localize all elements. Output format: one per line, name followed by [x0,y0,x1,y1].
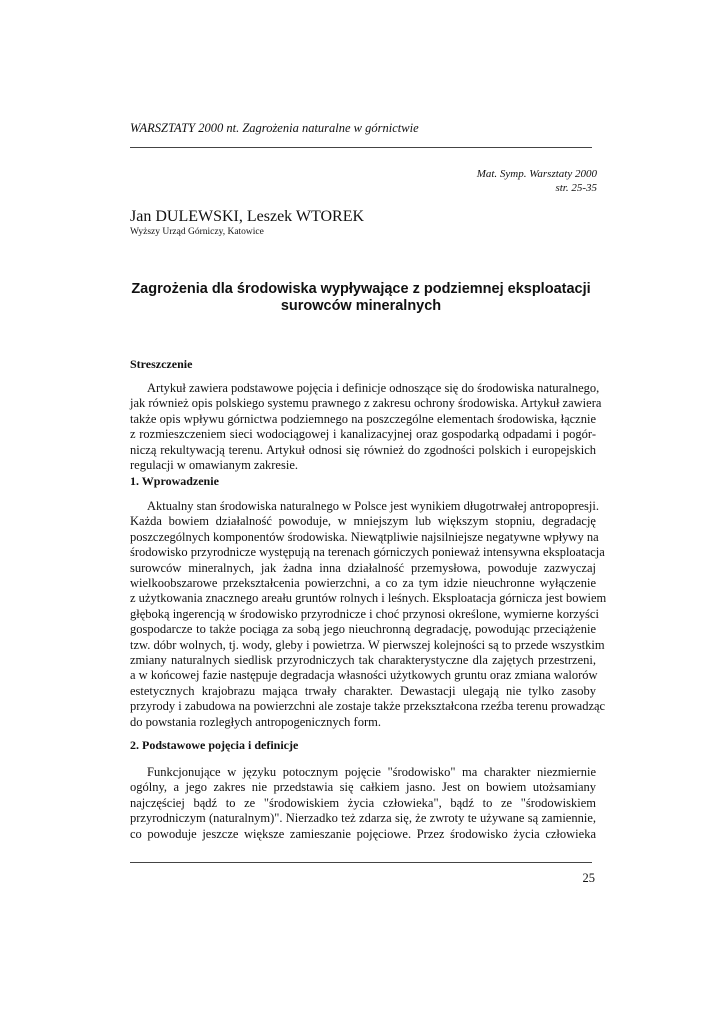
text-line: regulacji w omawianym zakresie. [130,458,298,473]
reference-line-1: Mat. Symp. Warsztaty 2000 [476,168,597,180]
text-line: najczęściej bądź to ze "środowiskiem życia człowieka", bądź to ze "środowiskiem [130,795,596,810]
text-line: do powstania rozległych antropogenicznych form. [130,714,381,729]
text-line: gospodarcze to także pociąga za sobą jego nieuchronną degradację, powodując przeciążenie [130,622,596,637]
abstract-paragraph [130,381,602,473]
text-line: środowisko przyrodnicze występują na terenach górniczych ponieważ intensywna eksploatacja [130,545,605,560]
definitions-heading: 2. Podstawowe pojęcia i definicje [130,738,299,752]
text-line: tzw. dóbr wolnych, tj. wody, gleby i powietrza. W pierwszej kolejności są to przede wszystkim [130,637,605,652]
text-line: z rozmieszczeniem sieci wodociągowej i kanalizacyjnej oraz gospodarką odpadami i pogór- [130,427,596,442]
intro-heading: 1. Wprowadzenie [130,474,219,488]
paper-title [130,281,592,315]
text-line: Funkcjonujące w języku potocznym pojęcie "środowisko" ma charakter niezmiernie [147,765,596,779]
text-line: estetycznych krajobrazu mająca trwały charakter. Dewastacji ulegają nie tylko zasoby [130,683,596,698]
text-line: zmiany naturalnych siedlisk przyrodniczych tak charakterystyczne dla zajętych przestrzeni, [130,653,596,668]
reference-line-2: str. 25-35 [555,182,597,194]
text-line: głęboką ingerencją w środowisko przyrodnicze i choć przynosi określone, wymierne korzyści [130,606,599,621]
affiliation: Wyższy Urząd Górniczy, Katowice [130,227,264,237]
text-line: przyrody i zabudowa na powierzchni ale zostaje także przekształcona rzeźba terenu prowadząc [130,699,606,714]
title-line-1: Zagrożenia dla środowiska wypływające z podziemnej eksploatacji [131,281,591,297]
text-line: Artykuł zawiera podstawowe pojęcia i definicje odnoszące się do środowiska naturalnego, [147,381,600,395]
footer-rule [130,862,592,863]
text-line: wielkoobszarowe przekształcenia powierzchni, a co za tym idzie nieuchronne wyłączenie [130,576,596,591]
text-line: przyrodniczym (naturalnym)". Nierzadko też zdarza się, że zwroty te używane są zamiennie, [130,811,596,826]
text-line: co powoduje jeszcze większe zamieszanie pojęciowe. Przez środowisko życia człowieka [130,826,596,841]
running-header: WARSZTATY 2000 nt. Zagrożenia naturalne w górnictwie [130,121,419,135]
abstract-heading: Streszczenie [130,357,193,371]
text-line: także opis wpływu górnictwa podziemnego na poszczególne elementach środowiska, łącznie [130,411,596,426]
text-line: z użytkowania znacznego areału gruntów rolnych i leśnych. Eksploatacja górnicza jest bowiem [130,591,607,606]
authors: Jan DULEWSKI, Leszek WTOREK [130,208,365,225]
text-line: jak również opis polskiego systemu prawnego z zakresu ochrony środowiska. Artykuł zawiera [130,396,602,411]
definitions-paragraph [130,765,596,842]
header-rule [130,147,592,148]
text-line: surowców mineralnych, jak żadna inna działalność przemysłowa, powoduje zazwyczaj [130,560,596,575]
text-line: ogólny, a jego zakres nie przedstawia się całkiem jasno. Jest on bowiem utożsamiany [130,780,596,795]
text-line: poszczególnych komponentów środowiska. Niewątpliwie najsilniejsze negatywne wpływy na [130,529,599,544]
text-line: a w końcowej fazie następuje degradacja własności użytkowych gruntu oraz zmiana walorów [130,668,598,683]
text-line: niczą rekultywacją terenu. Artykuł odnosi się również do zgodności polskich i europejskich [130,442,596,457]
page-number: 25 [582,871,595,885]
title-line-2: surowców mineralnych [280,298,442,314]
text-line: Aktualny stan środowiska naturalnego w Polsce jest wynikiem długotrwałej antropopresji. [147,499,599,513]
intro-paragraph [130,499,607,730]
text-line: Każda bowiem działalność powoduje, w mniejszym lub większym stopniu, degradację [130,514,596,529]
